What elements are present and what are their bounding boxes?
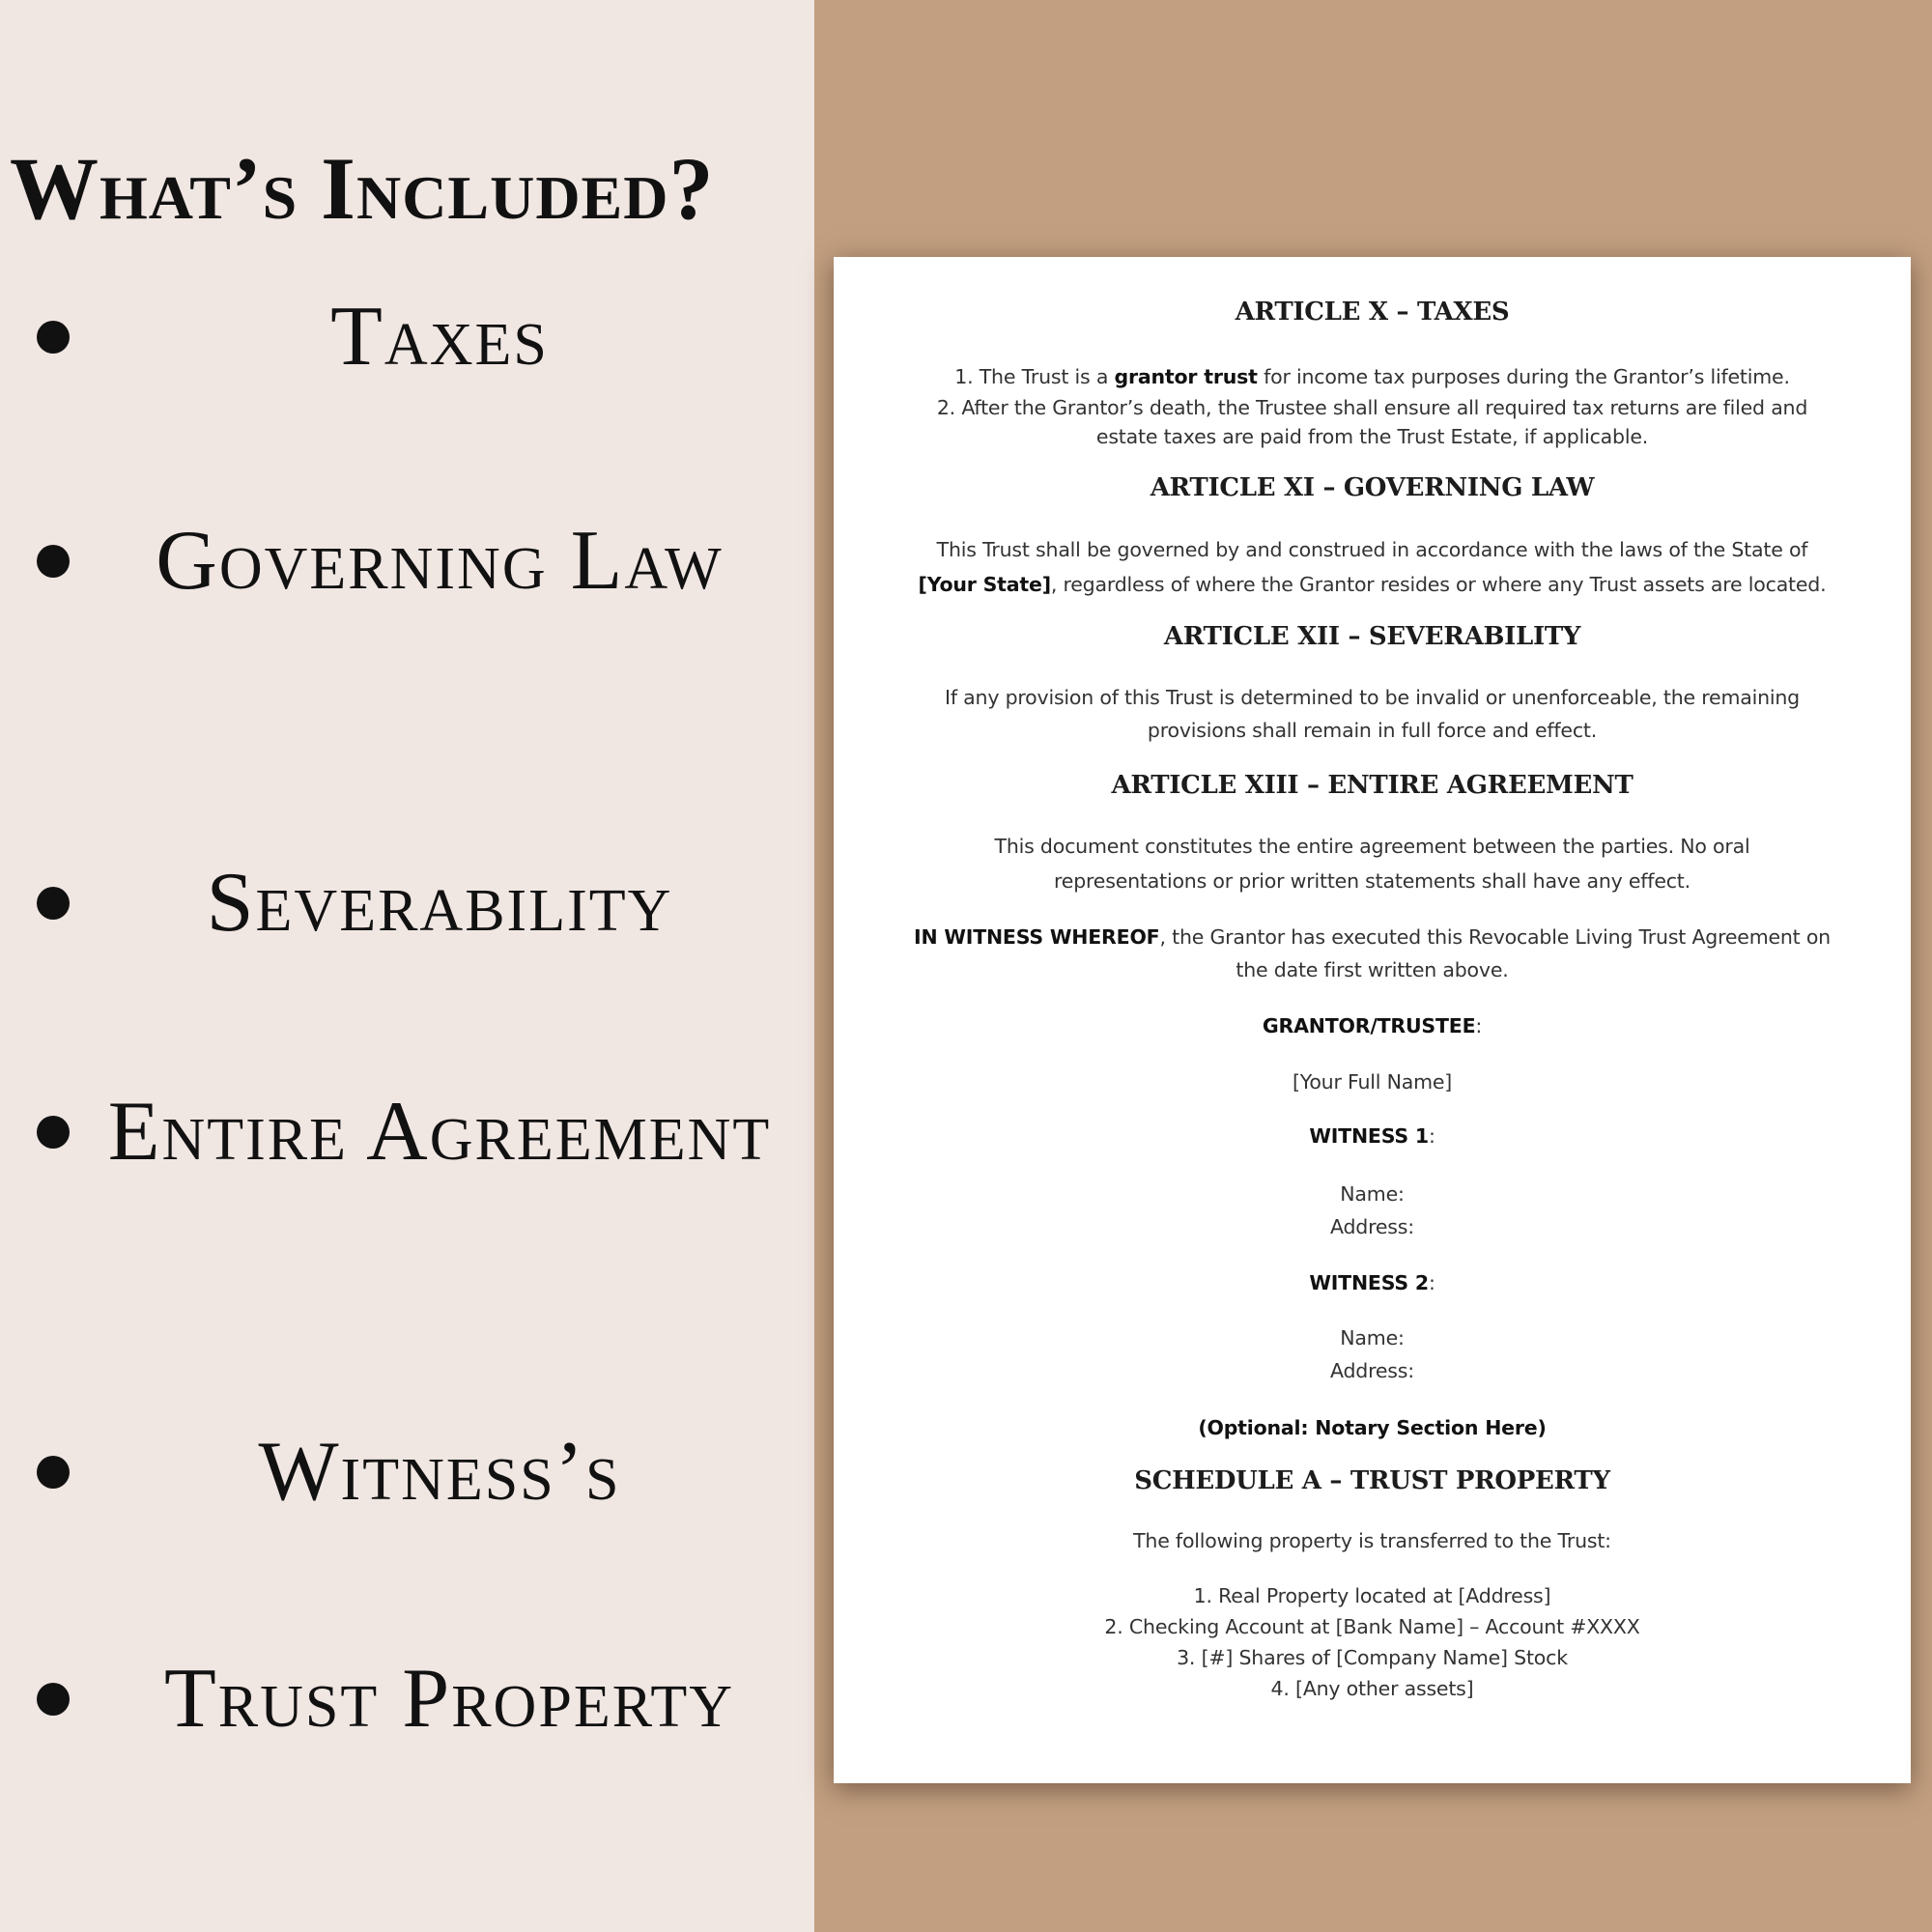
feature-item-entire-agreement [0,1075,814,1303]
text: The Trust is a [979,365,1115,388]
headline: What’s Included? [10,139,715,238]
bullet-icon [37,1116,70,1149]
list-number: 1. [954,365,974,388]
article-xiii-line-1: This document constitutes the entire agreement between the parties. No oral [994,835,1750,858]
text: : [1428,1124,1435,1148]
text: for income tax purposes during the Grantor’s lifetime. [1257,365,1790,388]
article-x-item-1 [863,361,1882,392]
document-preview [834,257,1911,1783]
witness-1-label [863,1121,1882,1151]
list-number: 3. [1177,1646,1196,1669]
bullet-icon [37,321,70,354]
witness-2-name: Name: [1340,1326,1405,1350]
witness-whereof-line-2: the date first written above. [1236,958,1509,981]
feature-label: Governing Law [156,514,724,608]
text: Real Property located at [Address] [1218,1584,1551,1607]
feature-label: Taxes [330,290,549,384]
text: , the Grantor has executed this Revocable Living Trust Agreement on [1159,925,1831,949]
article-xii-heading: ARTICLE XII – SEVERABILITY [1163,622,1581,651]
witness-1-name: Name: [1340,1182,1405,1206]
text: : [1475,1014,1483,1037]
witness-2-label [863,1267,1882,1298]
feature-label: Entire Agreement [107,1085,772,1179]
bullet-icon [37,545,70,578]
bullet-icon [37,1683,70,1716]
article-x-heading: ARTICLE X – TAXES [1235,298,1510,327]
schedule-a-item [863,1642,1882,1673]
article-xiii-heading: ARTICLE XIII – ENTIRE AGREEMENT [1111,771,1634,800]
feature-item-governing-law [0,504,814,732]
grantor-label [863,1010,1882,1041]
article-xi-heading: ARTICLE XI – GOVERNING LAW [1150,473,1595,502]
bold-text: grantor trust [1114,365,1258,388]
grantor-name: [Your Full Name] [1292,1070,1453,1094]
feature-item-severability [0,846,814,960]
article-x-item-2-cont: estate taxes are paid from the Trust Estate, if applicable. [1095,425,1649,448]
feature-label: Witness’s [258,1425,621,1519]
text: Checking Account at [Bank Name] – Account #XXXX [1128,1615,1640,1638]
features-panel [0,0,814,1932]
notary-note: (Optional: Notary Section Here) [1198,1416,1547,1439]
text: After the Grantor’s death, the Trustee shall ensure all required tax returns are filed and [961,396,1808,419]
article-xi-line-1: This Trust shall be governed by and construed in accordance with the laws of the State of [936,538,1808,561]
bold-text: WITNESS 1 [1309,1124,1429,1148]
feature-item-trust-property [0,1642,814,1756]
feature-item-taxes [0,280,814,394]
schedule-a-item [863,1580,1882,1611]
text: [Any other assets] [1295,1677,1474,1700]
text: [#] Shares of [Company Name] Stock [1201,1646,1568,1669]
list-number: 1. [1193,1584,1212,1607]
schedule-a-item [863,1673,1882,1704]
feature-item-witnesses [0,1415,814,1529]
list-number: 2. [936,396,956,419]
bold-text: WITNESS 2 [1309,1271,1429,1294]
witness-whereof-line-1 [863,922,1882,952]
article-x-item-2 [863,392,1882,423]
bullet-icon [37,1456,70,1489]
bold-text: GRANTOR/TRUSTEE [1262,1014,1476,1037]
article-xii-line-2: provisions shall remain in full force and effect. [1147,719,1598,742]
list-number: 4. [1270,1677,1290,1700]
bullet-icon [37,887,70,920]
article-xi-line-2 [863,569,1882,600]
witness-2-address: Address: [1330,1359,1414,1382]
text: : [1428,1271,1435,1294]
schedule-a-intro: The following property is transferred to the Trust: [1133,1529,1611,1552]
bold-text: [Your State] [918,573,1051,596]
schedule-a-heading: SCHEDULE A – TRUST PROPERTY [1134,1466,1610,1495]
schedule-a-item [863,1611,1882,1642]
text: , regardless of where the Grantor resides or where any Trust assets are located. [1050,573,1827,596]
article-xii-line-1: If any provision of this Trust is determined to be invalid or unenforceable, the remaining [945,686,1800,709]
bold-text: IN WITNESS WHEREOF [914,925,1160,949]
feature-label: Severability [206,856,673,950]
article-xiii-line-2: representations or prior written statements shall have any effect. [1054,869,1690,893]
witness-1-address: Address: [1330,1215,1414,1238]
feature-label: Trust Property [164,1652,734,1746]
list-number: 2. [1104,1615,1123,1638]
